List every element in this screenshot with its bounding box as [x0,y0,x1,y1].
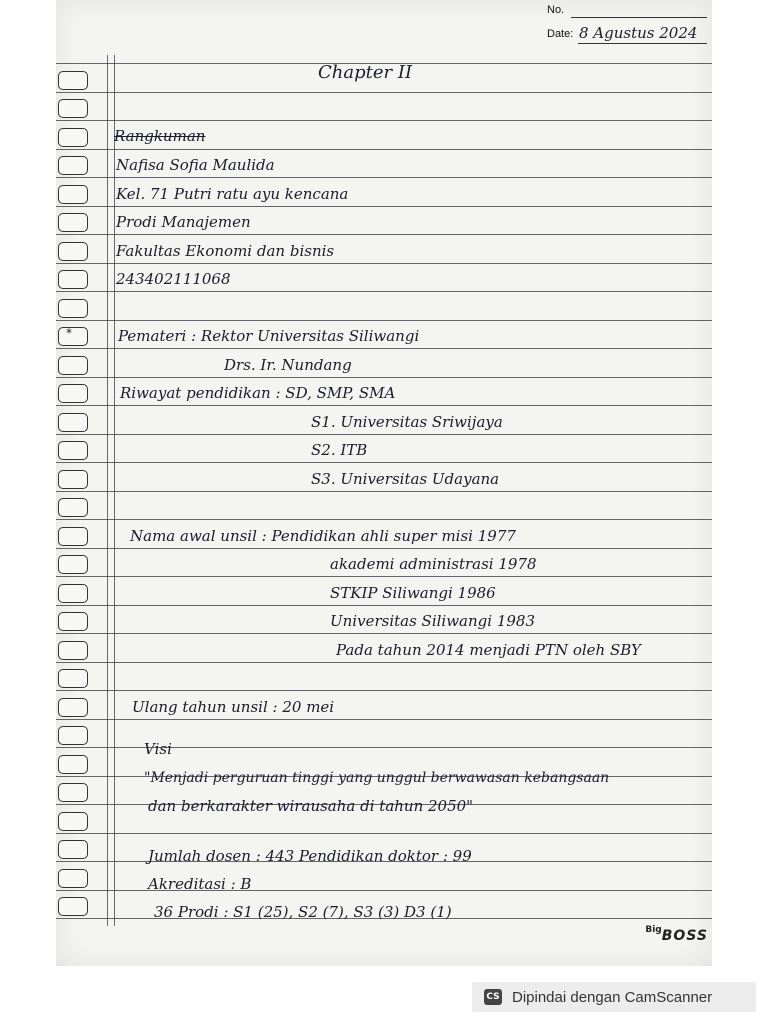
row-checkbox [58,527,88,546]
history-2014: Pada tahun 2014 menjadi PTN oleh SBY [336,641,641,659]
row-checkbox-marked [58,327,88,346]
row-checkbox [58,498,88,517]
row-checkbox [58,669,88,688]
watermark-text: Dipindai dengan CamScanner [512,988,713,1006]
vision-line-2: dan berkarakter wirausaha di tahun 2050" [148,797,474,815]
row-checkbox [58,213,88,232]
history-1983: Universitas Siliwangi 1983 [330,612,536,630]
lecturer-count: Jumlah dosen : 443 Pendidikan doktor : 99 [148,847,472,865]
ruled-line [56,833,712,834]
date-label: Date: [547,28,574,40]
education-s2: S2. ITB [311,441,368,459]
education-history: Riwayat pendidikan : SD, SMP, SMA [120,384,396,402]
ruled-line [56,149,712,150]
row-checkbox [58,413,88,432]
camscanner-watermark [472,982,756,1012]
ruled-line [56,548,712,549]
notebook-page [56,0,712,966]
history-1986: STKIP Siliwangi 1986 [330,584,496,602]
row-checkbox [58,470,88,489]
speaker-name: Drs. Ir. Nundang [224,356,352,374]
ruled-line [56,177,712,178]
study-program: Prodi Manajemen [116,213,251,231]
speaker-line: Pemateri : Rektor Universitas Siliwangi [118,327,420,345]
ruled-line [56,576,712,577]
row-checkbox [58,869,88,888]
ruled-line [56,434,712,435]
ruled-line [56,234,712,235]
anniversary: Ulang tahun unsil : 20 mei [132,698,335,716]
row-checkbox [58,299,88,318]
row-checkbox [58,156,88,175]
ruled-line [56,291,712,292]
faculty: Fakultas Ekonomi dan bisnis [116,242,335,260]
ruled-line [56,605,712,606]
ruled-line [56,719,712,720]
ruled-line [56,519,712,520]
vision-heading: Visi [144,740,172,758]
student-number: 243402111068 [116,270,231,288]
ruled-line [56,633,712,634]
row-checkbox [58,555,88,574]
history-heading: Nama awal unsil : Pendidikan ahli super misi 1977 [130,527,516,545]
ruled-line [56,120,712,121]
ruled-line [56,405,712,406]
row-checkbox [58,612,88,631]
section-heading: Rangkuman [114,127,206,145]
row-checkbox [58,698,88,717]
ruled-line [56,491,712,492]
history-1978: akademi administrasi 1978 [330,555,537,573]
row-checkbox [58,384,88,403]
number-field-line [571,17,707,18]
student-name: Nafisa Sofia Maulida [116,156,275,174]
education-s1: S1. Universitas Sriwijaya [311,413,503,431]
row-checkbox [58,356,88,375]
camscanner-icon: CS [484,989,502,1005]
accreditation: Akreditasi : B [148,875,252,893]
ruled-line [56,92,712,93]
date-field-line [578,43,707,44]
row-checkbox [58,270,88,289]
date-value: 8 Agustus 2024 [579,24,698,42]
row-checkbox [58,185,88,204]
study-program-count: 36 Prodi : S1 (25), S2 (7), S3 (3) D3 (1) [154,903,452,921]
row-checkbox [58,812,88,831]
group-name: Kel. 71 Putri ratu ayu kencana [116,185,349,203]
row-checkbox [58,726,88,745]
row-checkbox [58,641,88,660]
education-s3: S3. Universitas Udayana [311,470,500,488]
ruled-line [56,462,712,463]
number-label: No. [547,4,565,16]
ruled-line [56,206,712,207]
row-checkbox [58,584,88,603]
asterisk-mark: * [66,326,72,340]
row-checkbox [58,71,88,90]
row-checkbox [58,99,88,118]
chapter-title: Chapter II [318,62,413,83]
ruled-line [56,320,712,321]
row-checkbox [58,242,88,261]
row-checkbox [58,128,88,147]
ruled-line [56,690,712,691]
row-checkbox [58,783,88,802]
notebook-brand-logo: $^{Big}$BOSS [645,925,708,944]
row-checkbox [58,840,88,859]
ruled-line [56,348,712,349]
ruled-line [56,377,712,378]
row-checkbox [58,441,88,460]
row-checkbox [58,897,88,916]
ruled-line [56,263,712,264]
vision-line-1: "Menjadi perguruan tinggi yang unggul berwawasan kebangsaan [144,770,610,786]
row-checkbox [58,755,88,774]
ruled-line [56,662,712,663]
